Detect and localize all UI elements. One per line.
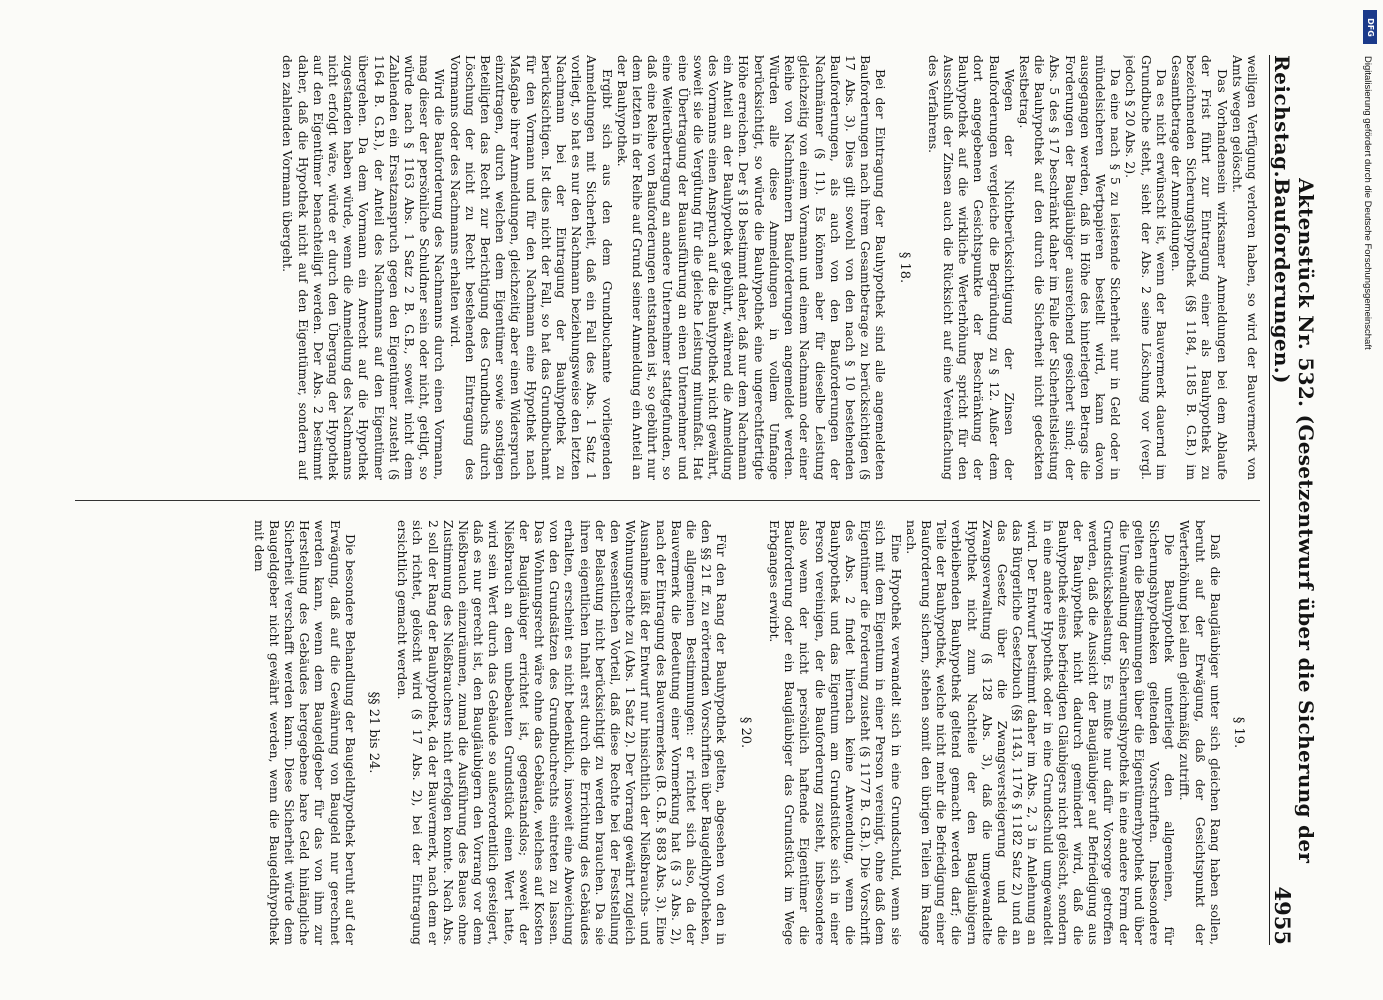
paragraph: Daß die Baugläubiger unter sich gleichen Rang haben sollen, beruht auf der Erwägung, daß der Gesichtspunkt der Werterhöhung bei allen gleichmäßig zutrifft. [1177, 520, 1223, 945]
section-heading: § 20. [737, 716, 753, 749]
digitization-note-text: Digitalisierung gefördert durch die Deutsche Forschungsgemeinschaft [1362, 56, 1373, 350]
paragraph: Da eine nach § 5 zu leistende Sicherheit nur in Geld oder in mündelsicheren Wertpapieren bestellt wird, kann davon ausgegangen werden, daß in Höhe des hinterlegten Betrags die Forderungen der Baugläubiger ausreichend gesichert sind; der Abs. 5 des § 17 beschränkt daher im Falle der Sicherheitsleistung die Bauhypothek auf den durch die Sicherheit nicht gedeckten Restbetrag. [1016, 55, 1124, 480]
paragraph: Wird die Bauforderung des Nachmanns durch einen Vormann, mag dieser der persönliche Schuldner sein oder nicht, getilgt, so würde nach § 1163 Abs. 1 Satz 2 B. G.B., soweit nicht dem Zahlenden ein Ersatzanspruch gegen den Eigentümer zusteht (§ 1164 B. G.B.), der Anteil des Nachmanns auf den Eigentümer übergehen. Da dem Vormann ein Anrecht auf die Hypothek zugestanden haben würde, wenn die Anmeldung des Nachmanns nicht erfolgt wäre, würde er durch den Übergang der Hypothek auf den Eigentümer benachteiligt werden. Der Abs. 2 bestimmt daher, daß die Hypothek nicht auf den Eigentümer, sondern auf den zahlenden Vormann übergeht. [280, 55, 448, 480]
left-column [75, 55, 1260, 480]
section-heading: §§ 21 bis 24. [366, 691, 382, 774]
page-header [1269, 55, 1318, 945]
page-number: 4955 [1270, 886, 1295, 945]
paragraph: Wegen der Nichtberücksichtigung der Zinsen der Bauforderungen vergleiche die Begründung zu § 12. Außer dem dort angegebenen Gesichtspunkte der Beschränkung der Bauhypothek auf die wirkliche Werterhöhung spricht für den Ausschluß der Zinsen auch die Rücksicht auf eine Vereinfachung des Verfahrens. [925, 55, 1017, 480]
section-heading: § 18. [896, 251, 912, 284]
digitization-note [1361, 56, 1375, 776]
document-page [66, 55, 1318, 945]
paragraph: Bei der Eintragung der Bauhypothek sind alle angemeldeten Bauforderungen nach ihrem Gesamtbetrage zu berücksichtigen (§ 17 Abs. 3). Dies gilt sowohl von den nach § 10 bestehenden Bauforderungen, als auch von den Bauforderungen der Nachmänner (§ 11). Es können aber für dieselbe Leistung gleichzeitig von einem Vormann und einem Nachmann oder einer Reihe von Nachmännern Bauforderungen angemeldet werden. Würden alle diese Anmeldungen in vollem Umfange berücksichtigt, so würde die Bauhypothek eine ungerechtfertigte Höhe erreichen. Der § 18 bestimmt daher, daß nur dem Nachmann ein Anteil an der Bauhypothek gebührt, während die Anmeldung des Vormanns einen Anspruch auf die Bauhypothek nicht gewährt, soweit sie die Vergütung für die gleiche Leistung mitumfaßt. Hat eine Übertragung der Bauausführung an einen Unternehmer und eine Weiterübertragung an andere Unternehmer stattgefunden, so daß eine Reihe von Bauforderungen entstanden ist, so gebührt nur dem letzten in der Reihe auf Grund seiner Anmeldung ein Anteil an der Bauhypothek. [614, 55, 889, 480]
column-divider [75, 500, 1260, 501]
header-left: Reichstag. [1270, 55, 1294, 179]
paragraph: Für den Rang der Bauhypothek gelten, abgesehen von den in den §§ 21 ff. zu erörternden Vorschriften über Baugeldhypotheken, die allgemeinen Bestimmungen: er richtet sich also, da der Bauvermerk die Bedeutung einer Vormerkung hat (§ 3 Abs. 2), nach der Eintragung des Bauvermerkes (B. G.B. § 883 Abs. 3). Eine Ausnahme läßt der Entwurf nur hinsichtlich der Nießbrauchs- und Wohnungsrechte zu (Abs. 1 Satz 2). Der Vorrang gewährt zugleich den wesentlichen Vorteil, daß diese Rechte bei der Feststellung der Belastung nicht berücksichtigt zu werden brauchen. Da sie ihren eigentlichen Inhalt erst durch die Errichtung des Gebäudes erhalten, erscheint es nicht bedenklich, insoweit eine Abweichung von den Grundsätzen des Grundbuchrechts eintreten zu lassen. Das Wohnungsrecht wäre ohne das Gebäude, welches auf Kosten der Baugläubiger errichtet ist, gegenstandslos; soweit der Nießbrauch an dem unbebauten Grundstück einen Wert hatte, wird sein Wert durch das Gebäude so außerordentlich gesteigert, daß es nur gerecht ist, den Baugläubigern den Vorrang vor dem Nießbrauch einzuräumen, zumal die Ausführung des Baues ohne Zustimmung des Nießbrauchers nicht erfolgen konnte. Nach Abs. 2 soll der Rang der Bauhypothek, da der Bauvermerk, nach dem er sich richtet, gelöscht wird (§ 17 Abs. 2), bei der Eintragung ersichtlich gemacht werden. [395, 520, 730, 945]
dfg-logo: DFG [1363, 10, 1377, 44]
paragraph: Das Vorhandensein wirksamer Anmeldungen bei dem Ablaufe der Frist führt zur Eintragung einer als Bauhypothek zu bezeichnenden Sicherungshypothek (§§ 1184, 1185 B. G.B.) im Gesamtbetrage der Anmeldungen. [1168, 55, 1230, 480]
paragraph: Da es nicht erwünscht ist, wenn der Bauvermerk dauernd im Grundbuche steht, sieht der Abs. 2 seine Löschung vor (vergl. jedoch § 20 Abs. 2). [1123, 55, 1169, 480]
paragraph: Die Bauhypothek unterliegt den allgemeinen, für Sicherungshypotheken geltenden Vorschriften. Insbesondere gelten die Bestimmungen über die Eigentümerhypothek und über die Umwandlung der Sicherungshypothek in eine andere Form der Grundstücksbelastung. Es mußte nur dafür Vorsorge getroffen werden, daß die Aussicht der Baugläubiger auf Befriedigung aus der Bauhypothek nicht dadurch gemindert wird, daß die Bauhypothek eines befriedigten Gläubigers nicht gelöscht, sondern in eine andere Hypothek oder in eine Grundschuld umgewandelt wird. Der Entwurf bestimmt daher im Abs. 2, 3 in Anlehnung an das Bürgerliche Gesetzbuch (§§ 1143, 1176 § 1182 Satz 2) und an das Gesetz über die Zwangsversteigerung und die Zwangsverwaltung (§ 128 Abs. 3), daß die umgewandelte Hypothek nicht zum Nachteile der den Baugläubigern verbleibenden Bauhypothek geltend gemacht werden darf; die Teile der Bauhypothek, welche nicht mehr die Befriedigung einer Bauforderung sichern, stehen somit den übrigen Teilen im Range nach. [903, 520, 1178, 945]
paragraph: Ergibt sich aus den dem Grundbuchamte vorliegenden Anmeldungen mit Sicherheit, daß ein Fall des Abs. 1 Satz 1 vorliegt, so hat es nur den Nachmann beziehungsweise den letzten Nachmann bei der Eintragung der Bauhypothek zu berücksichtigen. Ist dies nicht der Fall, so hat das Grundbuchamt für den Vormann und für den Nachmann eine Hypothek nach Maßgabe ihrer Anmeldungen, gleichzeitig aber einen Widerspruch einzutragen, durch welchen dem Eigentümer sowie sonstigen Beteiligten das Recht zur Berichtigung des Grundbuchs durch Löschung der nicht zu Recht bestehenden Eintragung des Vormanns oder des Nachmanns erhalten wird. [447, 55, 615, 480]
header-title: Aktenstück Nr. 532. (Gesetzentwurf über die Sicherung der Bauforderungen.) [1270, 178, 1318, 864]
section-heading: § 19. [1231, 716, 1246, 749]
right-column [75, 520, 1260, 945]
paragraph: weiligen Verfügung verloren haben, so wird der Bauvermerk von Amts wegen gelöscht. [1229, 55, 1260, 480]
paragraph: Eine Hypothek verwandelt sich in eine Grundschuld, wenn sie sich mit dem Eigentum in einer Person vereinigt, ohne daß dem Eigentümer die Forderung zusteht (§ 1177 B. G.B.). Die Vorschrift des Abs. 2 findet hiernach keine Anwendung, wenn die Bauhypothek und das Eigentum am Grundstücke sich in einer Person vereinigen, der die Bauforderung zusteht, insbesondere also wenn der nicht persönlich haftende Eigentümer die Bauforderung oder ein Baugläubiger das Grundstück im Wege Erbganges erwirbt. [766, 520, 904, 945]
paragraph: Die besondere Behandlung der Baugeldhypothek beruht auf der Erwägung, daß auf die Gewährung von Baugeld nur gerechnet werden kann, wenn dem Baugeldgeber für das von ihm zur Herstellung des Gebäudes hergegebene bare Geld hinlängliche Sicherheit verschafft werden kann. Diese Sicherheit würde dem Baugeldgeber nicht gewährt werden, wenn die Baugeldhypothek mit dem [251, 520, 358, 945]
